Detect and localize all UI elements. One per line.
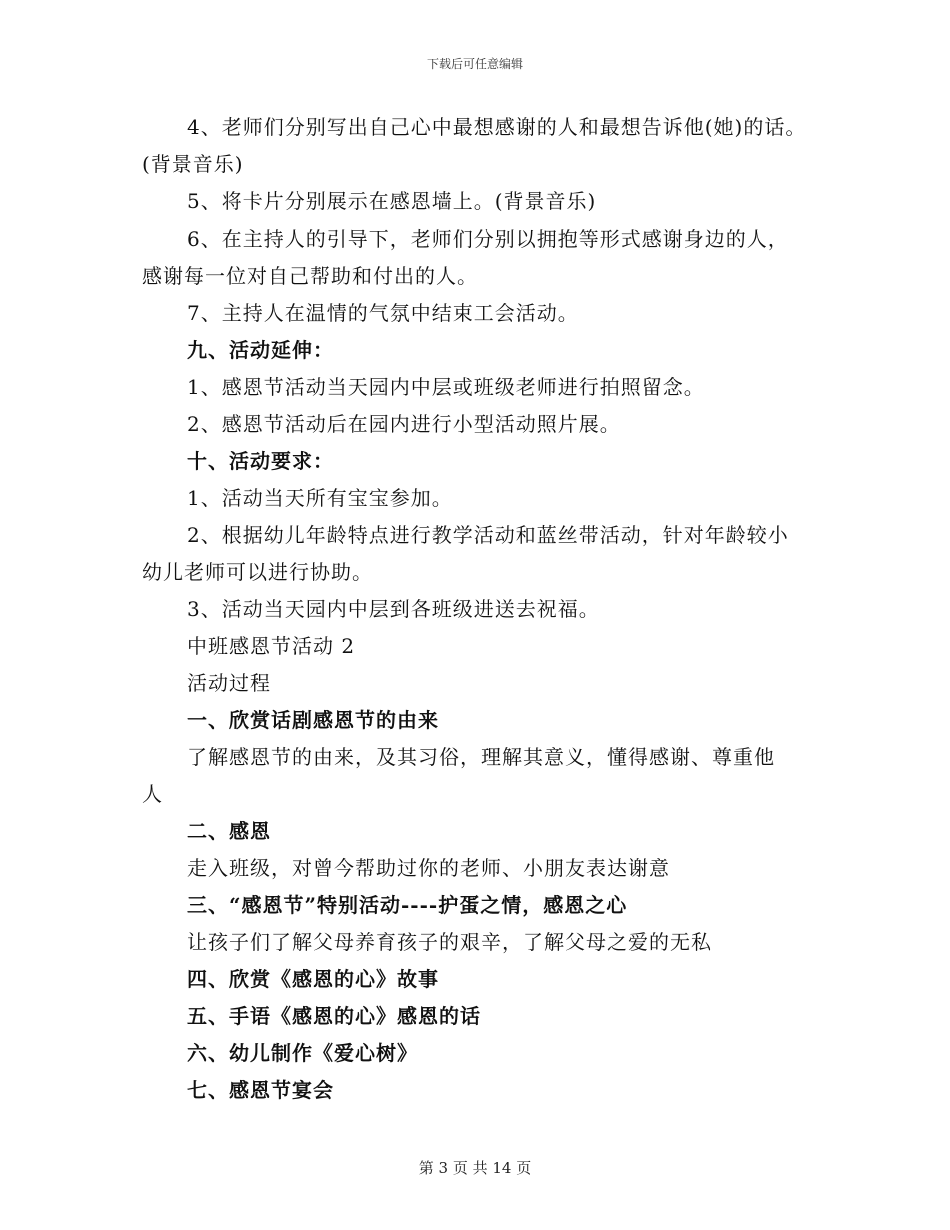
section-heading: 四、欣赏《感恩的心》故事 [187,967,439,991]
section-heading: 一、欣赏话剧感恩节的由来 [187,708,439,732]
paragraph-line: 5、将卡片分别展示在感恩墙上。(背景音乐) [187,189,597,213]
paragraph-line: 活动过程 [187,671,271,695]
section-heading: 三、“感恩节”特别活动----护蛋之情，感恩之心 [187,893,628,917]
subtitle-line: 中班感恩节活动 2 [187,634,356,658]
paragraph-line: 走入班级，对曾今帮助过你的老师、小朋友表达谢意 [187,856,670,880]
section-heading: 二、感恩 [187,819,271,843]
paragraph-line: 了解感恩节的由来，及其习俗，理解其意义，懂得感谢、尊重他 [187,745,775,769]
paragraph-line: 3、活动当天园内中层到各班级进送去祝福。 [187,597,600,621]
paragraph-line: 2、感恩节活动后在园内进行小型活动照片展。 [187,412,621,436]
paragraph-line: 人 [142,782,163,806]
page-footer: 第 3 页 共 14 页 [418,1159,532,1177]
section-heading: 九、活动延伸： [187,338,334,362]
paragraph-line: 2、根据幼儿年龄特点进行教学活动和蓝丝带活动，针对年龄较小 [187,523,789,547]
paragraph-line: 6、在主持人的引导下，老师们分别以拥抱等形式感谢身边的人， [187,227,789,251]
paragraph-line: 幼儿老师可以进行协助。 [142,560,373,584]
paragraph-line: 1、感恩节活动当天园内中层或班级老师进行拍照留念。 [187,375,705,399]
paragraph-line: (背景音乐) [142,152,244,176]
page-header: 下载后可任意编辑 [426,57,523,71]
section-heading: 六、幼儿制作《爱心树》 [187,1041,418,1065]
paragraph-line: 感谢每一位对自己帮助和付出的人。 [142,264,478,288]
paragraph-line: 4、老师们分别写出自己心中最想感谢的人和最想告诉他(她)的话。 [187,115,807,139]
paragraph-line: 7、主持人在温情的气氛中结束工会活动。 [187,301,579,325]
section-heading: 七、感恩节宴会 [187,1078,334,1102]
paragraph-line: 让孩子们了解父母养育孩子的艰辛，了解父母之爱的无私 [187,930,712,954]
section-heading: 十、活动要求： [187,449,334,473]
section-heading: 五、手语《感恩的心》感恩的话 [187,1004,481,1028]
paragraph-line: 1、活动当天所有宝宝参加。 [187,486,453,510]
